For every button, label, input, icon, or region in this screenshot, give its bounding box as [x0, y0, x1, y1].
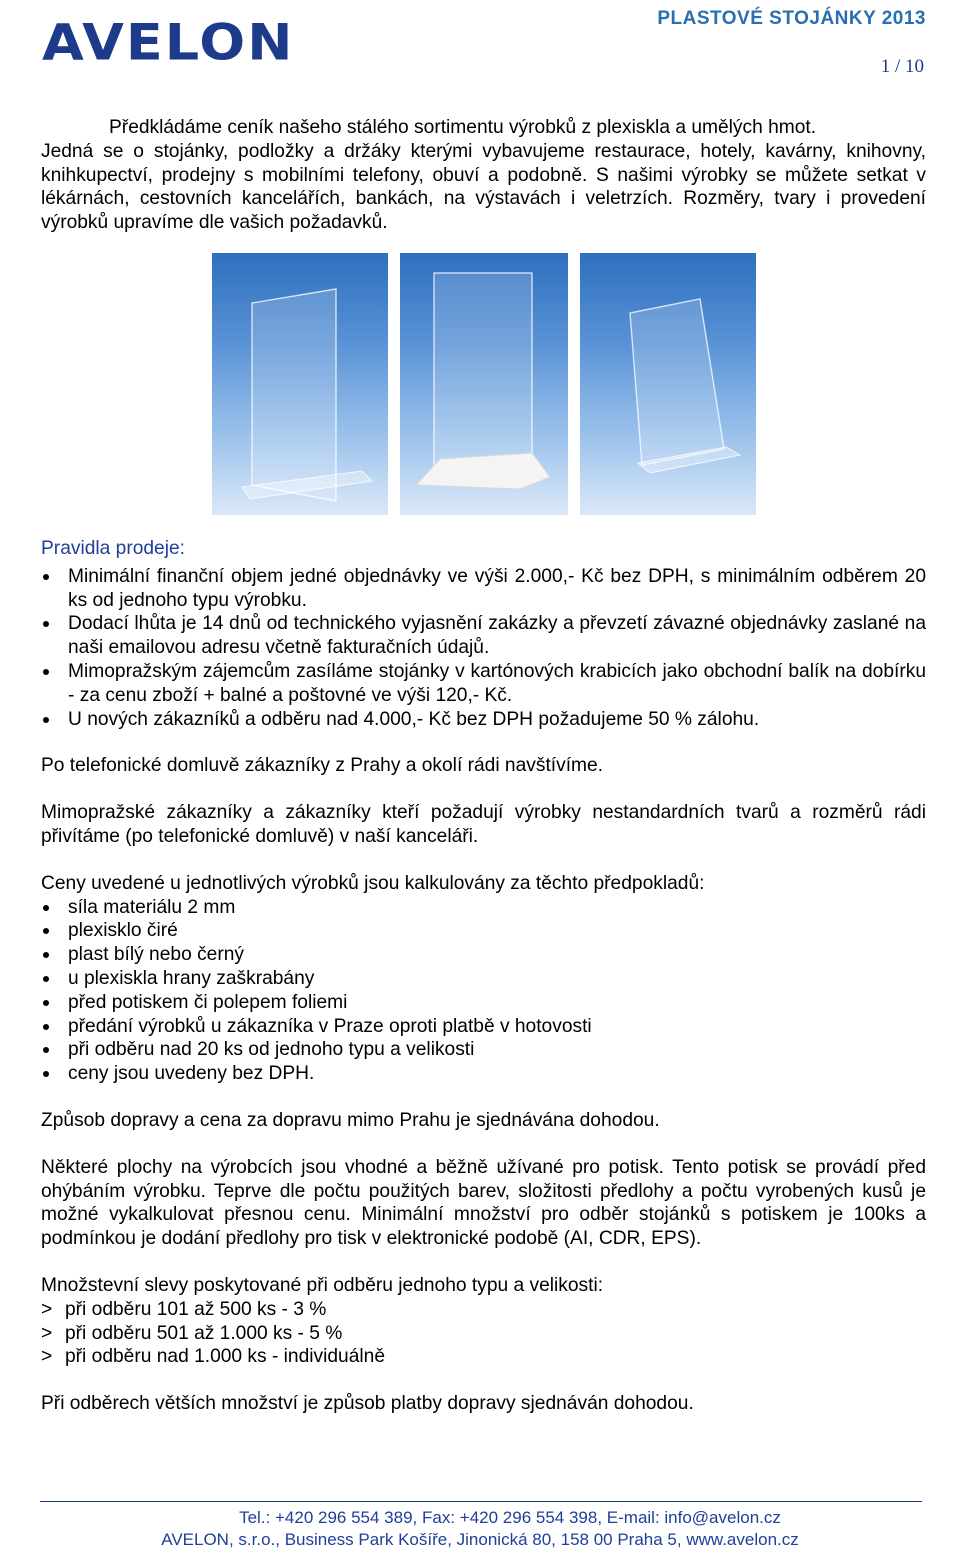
pricing-list — [41, 896, 926, 1086]
list-item: Mimopražským zájemcům zasíláme stojánky v kartónových krabicích jako obchodní balík na dobírku - za cenu zboží + balné a poštovné ve výši 120,- Kč. — [41, 660, 926, 708]
intro-first-line: Předkládáme ceník našeho stálého sortimentu výrobků z plexiskla a umělých hmot. — [109, 117, 817, 138]
document-title: PLASTOVÉ STOJÁNKY 2013 — [657, 8, 926, 29]
list-item: u plexiskla hrany zaškrabány — [41, 967, 926, 991]
list-item: U nových zákazníků a odběru nad 4.000,- Kč bez DPH požadujeme 50 % zálohu. — [41, 708, 926, 732]
footer-address: AVELON, s.r.o., Business Park Košíře, Jinonická 80, 158 00 Praha 5, www.avelon.cz — [161, 1530, 799, 1549]
product-image-l-stand — [580, 253, 756, 515]
footer-divider — [40, 1501, 922, 1502]
product-images — [41, 253, 926, 515]
page-number: 1 / 10 — [880, 56, 924, 77]
rules-list — [41, 565, 926, 732]
product-image-t-stand — [212, 253, 388, 515]
footer-contact: Tel.: +420 296 554 389, Fax: +420 296 554 398, E-mail: info@avelon.cz — [239, 1508, 781, 1527]
list-item: Dodací lhůta je 14 dnů od technického vyjasnění zakázky a převzetí závazné objednávky zaslané na naši emailovou adresu včetně fakturačních údajů. — [41, 612, 926, 660]
list-item: před potiskem či polepem foliemi — [41, 991, 926, 1015]
transport-paragraph: Způsob dopravy a cena za dopravu mimo Prahu je sjednávána dohodou. — [41, 1109, 660, 1131]
list-item: při odběru nad 20 ks od jednoho typu a velikosti — [41, 1038, 926, 1062]
intro-rest: Jedná se o stojánky, podložky a držáky kterými vybavujeme restaurace, hotely, kavárny, knihovny, knihkupectví, prodejny s mobilními telefony, obuví a podobně. S našimi výrobky se můžete setkat v lékárnách, cestovních kancelářích, bankách, na výstavách i veletrzích. Rozměry, tvary i provedení výrobků upravíme dle vašich požadavků. — [41, 140, 926, 234]
avelon-logo: AVELON — [42, 13, 295, 72]
list-item: ceny jsou uvedeny bez DPH. — [41, 1062, 926, 1086]
list-item: síla materiálu 2 mm — [41, 896, 926, 920]
list-item: plexisklo čiré — [41, 919, 926, 943]
list-item: předání výrobků u zákazníka v Praze oproti platbě v hotovosti — [41, 1015, 926, 1039]
pricing-heading: Ceny uvedené u jednotlivých výrobků jsou kalkulovány za těchto předpokladů: — [41, 872, 705, 894]
bulk-paragraph: Při odběrech větších množství je způsob platby dopravy sjednáván dohodou. — [41, 1393, 694, 1415]
discounts-heading: Množstevní slevy poskytované při odběru jednoho typu a velikosti: — [41, 1274, 604, 1296]
rules-heading: Pravidla prodeje: — [41, 537, 185, 559]
document-body — [41, 116, 926, 1416]
product-image-base-stand — [400, 253, 568, 515]
visit-paragraph: Po telefonické domluvě zákazníky z Prahy a okolí rádi navštívíme. — [41, 755, 604, 777]
list-item: Minimální finanční objem jedné objednávky ve výši 2.000,- Kč bez DPH, s minimálním odběrem 20 ks od jednoho typu výrobku. — [41, 565, 926, 613]
list-item: > při odběru 501 až 1.000 ks - 5 % — [41, 1322, 343, 1344]
list-item: plast bílý nebo černý — [41, 943, 926, 967]
list-item: > při odběru nad 1.000 ks - individuálně — [41, 1346, 386, 1368]
list-item: > při odběru 101 až 500 ks - 3 % — [41, 1298, 327, 1320]
intro-paragraph — [41, 116, 926, 235]
printing-paragraph: Některé plochy na výrobcích jsou vhodné a běžně užívané pro potisk. Tento potisk se provádí před ohýbáním výrobku. Teprve dle počtu použitých barev, složitosti předlohy a počtu vyrobených kusů je možné vykalkulovat přesnou cenu. Minimální množství pro odběr stojánků s potiskem je 100ks a podmínkou je dodání předlohy pro tisk v elektronické podobě (AI, CDR, EPS). — [41, 1156, 926, 1250]
welcome-paragraph: Mimopražské zákazníky a zákazníky kteří požadují výrobky nestandardních tvarů a rozměrů rádi přivítáme (po telefonické domluvě) v naší kanceláři. — [41, 802, 926, 847]
discounts-list — [41, 1298, 926, 1369]
